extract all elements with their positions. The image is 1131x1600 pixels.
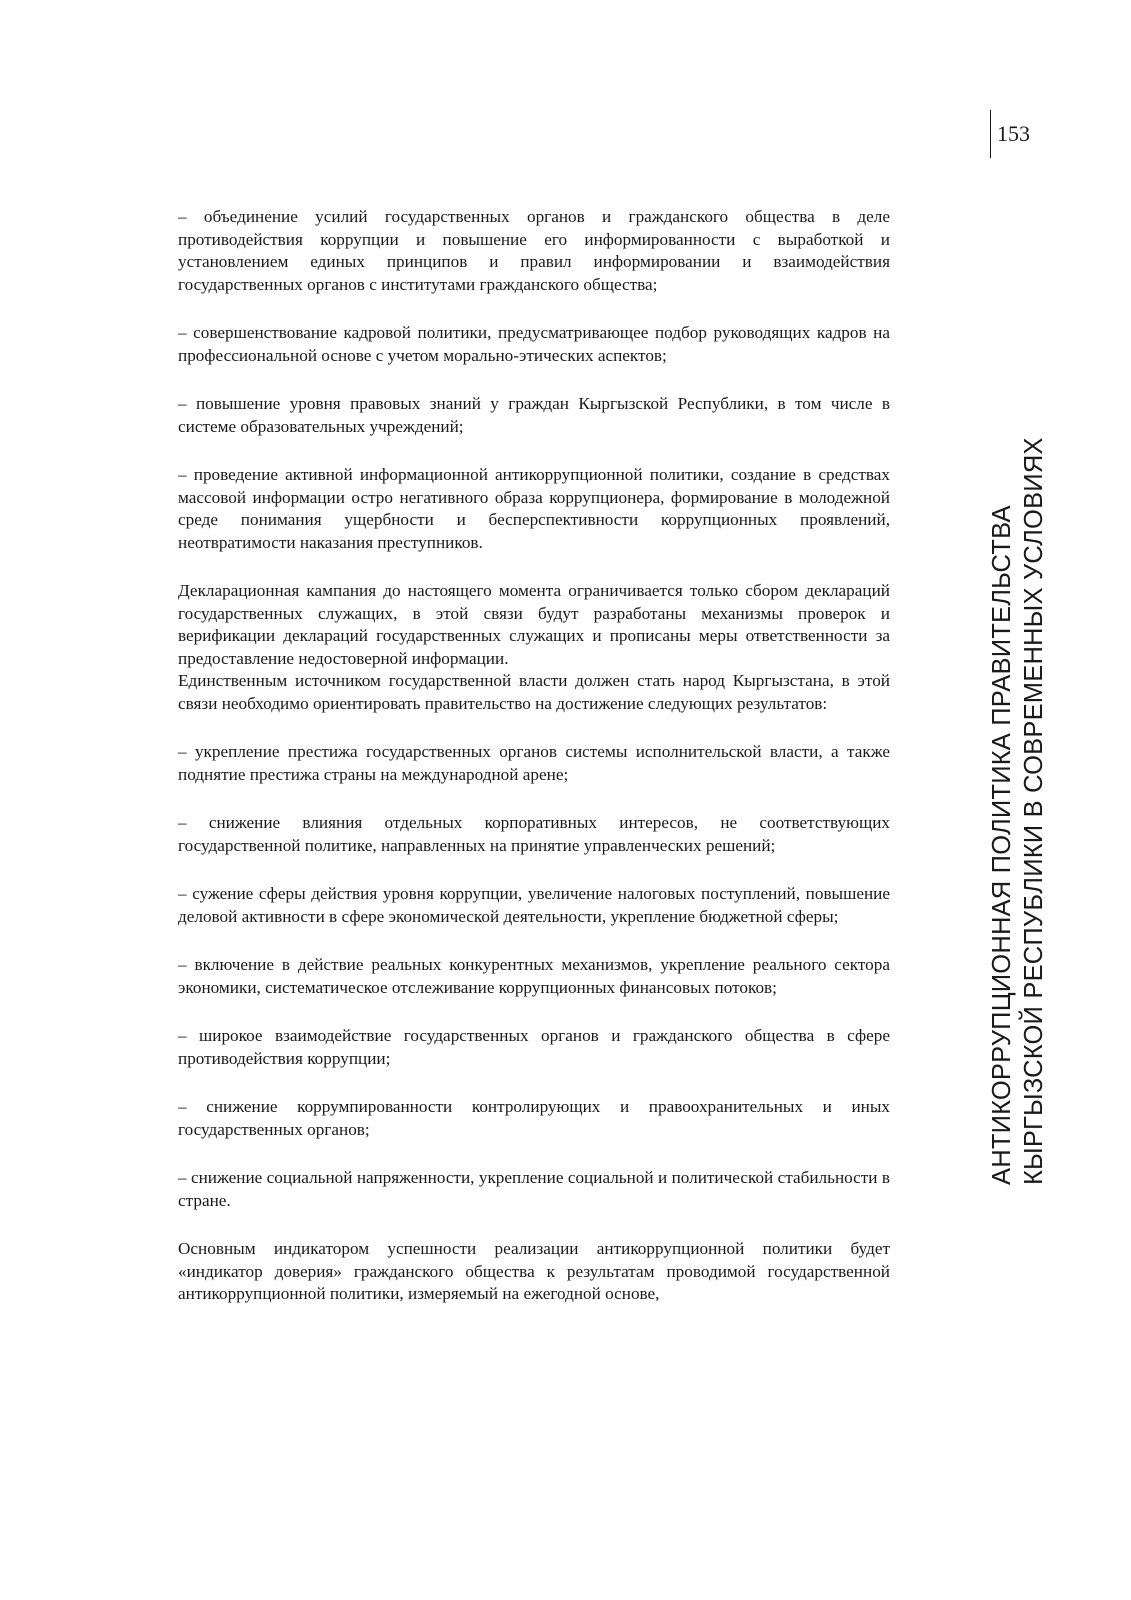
page-body	[178, 206, 890, 1332]
page-number: 153	[997, 121, 1030, 146]
running-title-line-1: АНТИКОРРУПЦИОННАЯ ПОЛИТИКА ПРАВИТЕЛЬСТВА	[988, 505, 1016, 1185]
list-item-paragraph: – объединение усилий государственных органов и гражданского общества в деле противодействия коррупции и повышение его информированности с выработкой и установлением единых принципов и правил информировании и взаимодействия государственных органов с институтами гражданского общества;	[178, 207, 890, 294]
list-item-paragraph: – сужение сферы действия уровня коррупции, увеличение налоговых поступлений, повышение деловой активности в сфере экономической деятельности, укрепление бюджетной сферы;	[178, 884, 890, 926]
running-title-line-2: КЫРГЫЗСКОЙ РЕСПУБЛИКИ В СОВРЕМЕННЫХ УСЛОВИЯХ	[1020, 437, 1048, 1185]
list-item-paragraph: – снижение социальной напряженности, укрепление социальной и политической стабильности в стране.	[178, 1168, 890, 1210]
list-item-paragraph: – повышение уровня правовых знаний у граждан Кыргызской Республики, в том числе в системе образовательных учреждений;	[178, 394, 890, 436]
body-paragraph: Основным индикатором успешности реализации антикоррупционной политики будет «индикатор доверия» гражданского общества к результатам проводимой государственной антикоррупционной политики, измеряемый на ежегодной основе,	[178, 1239, 890, 1303]
list-item-paragraph: – укрепление престижа государственных органов системы исполнительской власти, а также поднятие престижа страны на международной арене;	[178, 742, 890, 784]
list-item-paragraph: – совершенствование кадровой политики, предусматривающее подбор руководящих кадров на профессиональной основе с учетом морально-этических аспектов;	[178, 323, 890, 365]
running-title-vertical	[986, 437, 1050, 1185]
body-paragraph: Единственным источником государственной власти должен стать народ Кыргызстана, в этой связи необходимо ориентировать правительство на достижение следующих результатов:	[178, 671, 890, 713]
list-item-paragraph: – включение в действие реальных конкурентных механизмов, укрепление реального сектора экономики, систематическое отслеживание коррупционных финансовых потоков;	[178, 955, 890, 997]
page-number-block	[990, 110, 1030, 158]
list-item-paragraph: – проведение активной информационной антикоррупционной политики, создание в средствах массовой информации остро негативного образа коррупционера, формирование в молодежной среде понимания ущербности и бесперспективности коррупционных проявлений, неотвратимости наказания преступников.	[178, 465, 890, 552]
body-paragraph: Декларационная кампания до настоящего момента ограничивается только сбором деклараций государственных служащих, в этой связи будут разработаны механизмы проверок и верификации деклараций государственных служащих и прописаны меры ответственности за предоставление недостоверной информации.	[178, 581, 890, 668]
list-item-paragraph: – снижение влияния отдельных корпоративных интересов, не соответствующих государственной политике, направленных на принятие управленческих решений;	[178, 813, 890, 855]
list-item-paragraph: – снижение коррумпированности контролирующих и правоохранительных и иных государственных органов;	[178, 1097, 890, 1139]
list-item-paragraph: – широкое взаимодействие государственных органов и гражданского общества в сфере противодействия коррупции;	[178, 1026, 890, 1068]
